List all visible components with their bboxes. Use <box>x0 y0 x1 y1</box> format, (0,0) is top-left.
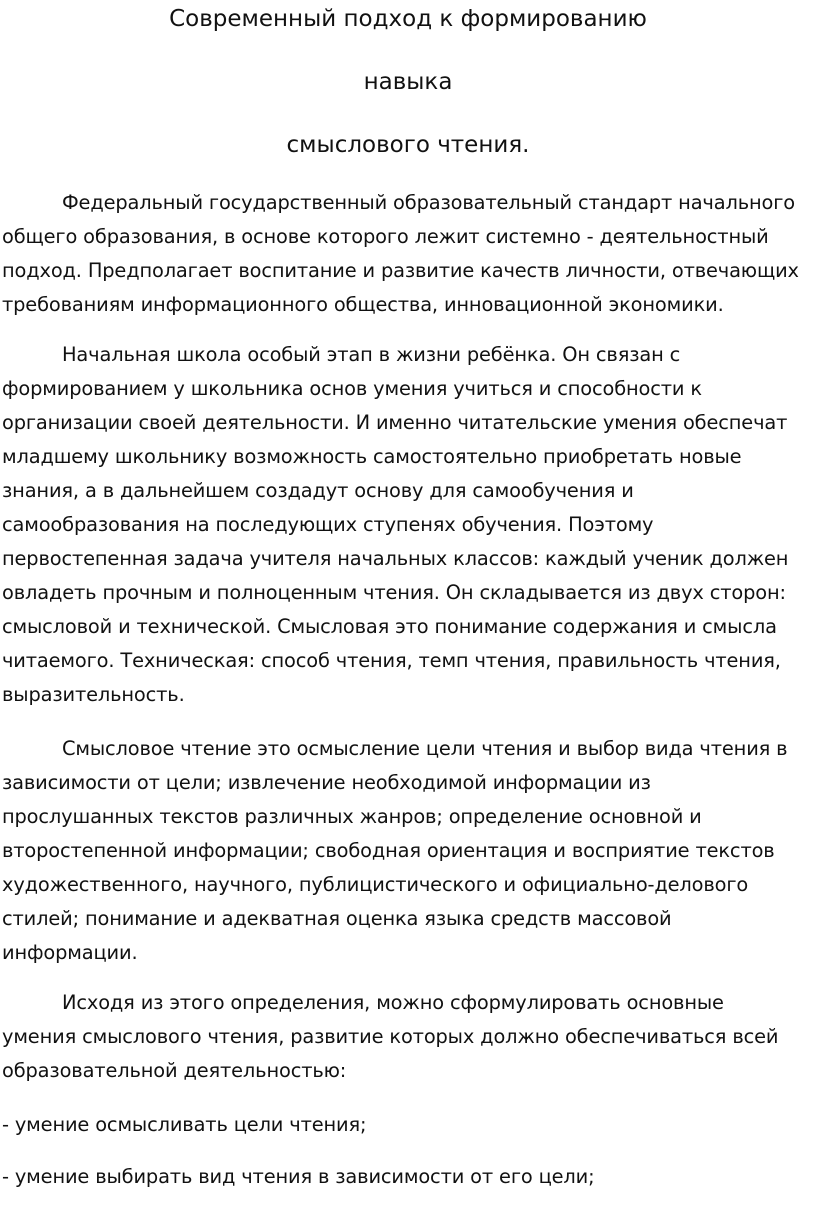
title-line-2: навыка <box>363 69 453 95</box>
paragraph-1-line: общего образования, в основе которого лежит системно - деятельностный <box>2 225 769 248</box>
paragraph-4-line: образовательной деятельностью: <box>2 1059 347 1082</box>
paragraph-2-line: овладеть прочным и полноценным чтения. Он складывается из двух сторон: <box>2 581 786 604</box>
paragraph-3-line: Смысловое чтение это осмысление цели чтения и выбор вида чтения в <box>62 737 788 760</box>
paragraph-2-line: формированием у школьника основ умения учиться и способности к <box>2 377 702 400</box>
paragraph-2-line: выразительность. <box>2 683 185 706</box>
paragraph-2-line: знания, а в дальнейшем создадут основу для самообучения и <box>2 479 634 502</box>
paragraph-2-line: читаемого. Техническая: способ чтения, темп чтения, правильность чтения, <box>2 649 781 672</box>
paragraph-3-line: зависимости от цели; извлечение необходимой информации из <box>2 771 651 794</box>
title-line-1: Современный подход к формированию <box>169 6 647 32</box>
paragraph-2-line: первостепенная задача учителя начальных классов: каждый ученик должен <box>2 547 789 570</box>
paragraph-3-line: прослушанных текстов различных жанров; определение основной и <box>2 805 702 828</box>
paragraph-2-line: самообразования на последующих ступенях обучения. Поэтому <box>2 513 654 536</box>
paragraph-2-line: организации своей деятельности. И именно читательские умения обеспечат <box>2 411 788 434</box>
list-item: - умение выбирать вид чтения в зависимости от его цели; <box>2 1165 595 1188</box>
paragraph-3-line: информации. <box>2 941 138 964</box>
paragraph-2-line: смысловой и технической. Смысловая это понимание содержания и смысла <box>2 615 777 638</box>
paragraph-1-line: требованиям информационного общества, инновационной экономики. <box>2 293 724 316</box>
paragraph-2-line: Начальная школа особый этап в жизни ребёнка. Он связан с <box>62 343 681 366</box>
paragraph-1-line: подход. Предполагает воспитание и развитие качеств личности, отвечающих <box>2 259 799 282</box>
paragraph-2-line: младшему школьнику возможность самостоятельно приобретать новые <box>2 445 742 468</box>
paragraph-3-line: художественного, научного, публицистического и официально-делового <box>2 873 749 896</box>
title-line-3: смыслового чтения. <box>286 132 530 158</box>
paragraph-3-line: стилей; понимание и адекватная оценка языка средств массовой <box>2 907 672 930</box>
paragraph-3-line: второстепенной информации; свободная ориентация и восприятие текстов <box>2 839 775 862</box>
paragraph-1-line: Федеральный государственный образовательный стандарт начального <box>62 191 795 214</box>
paragraph-4-line: Исходя из этого определения, можно сформулировать основные <box>62 991 724 1014</box>
list-item: - умение осмысливать цели чтения; <box>2 1113 367 1136</box>
paragraph-4-line: умения смыслового чтения, развитие которых должно обеспечиваться всей <box>2 1025 779 1048</box>
